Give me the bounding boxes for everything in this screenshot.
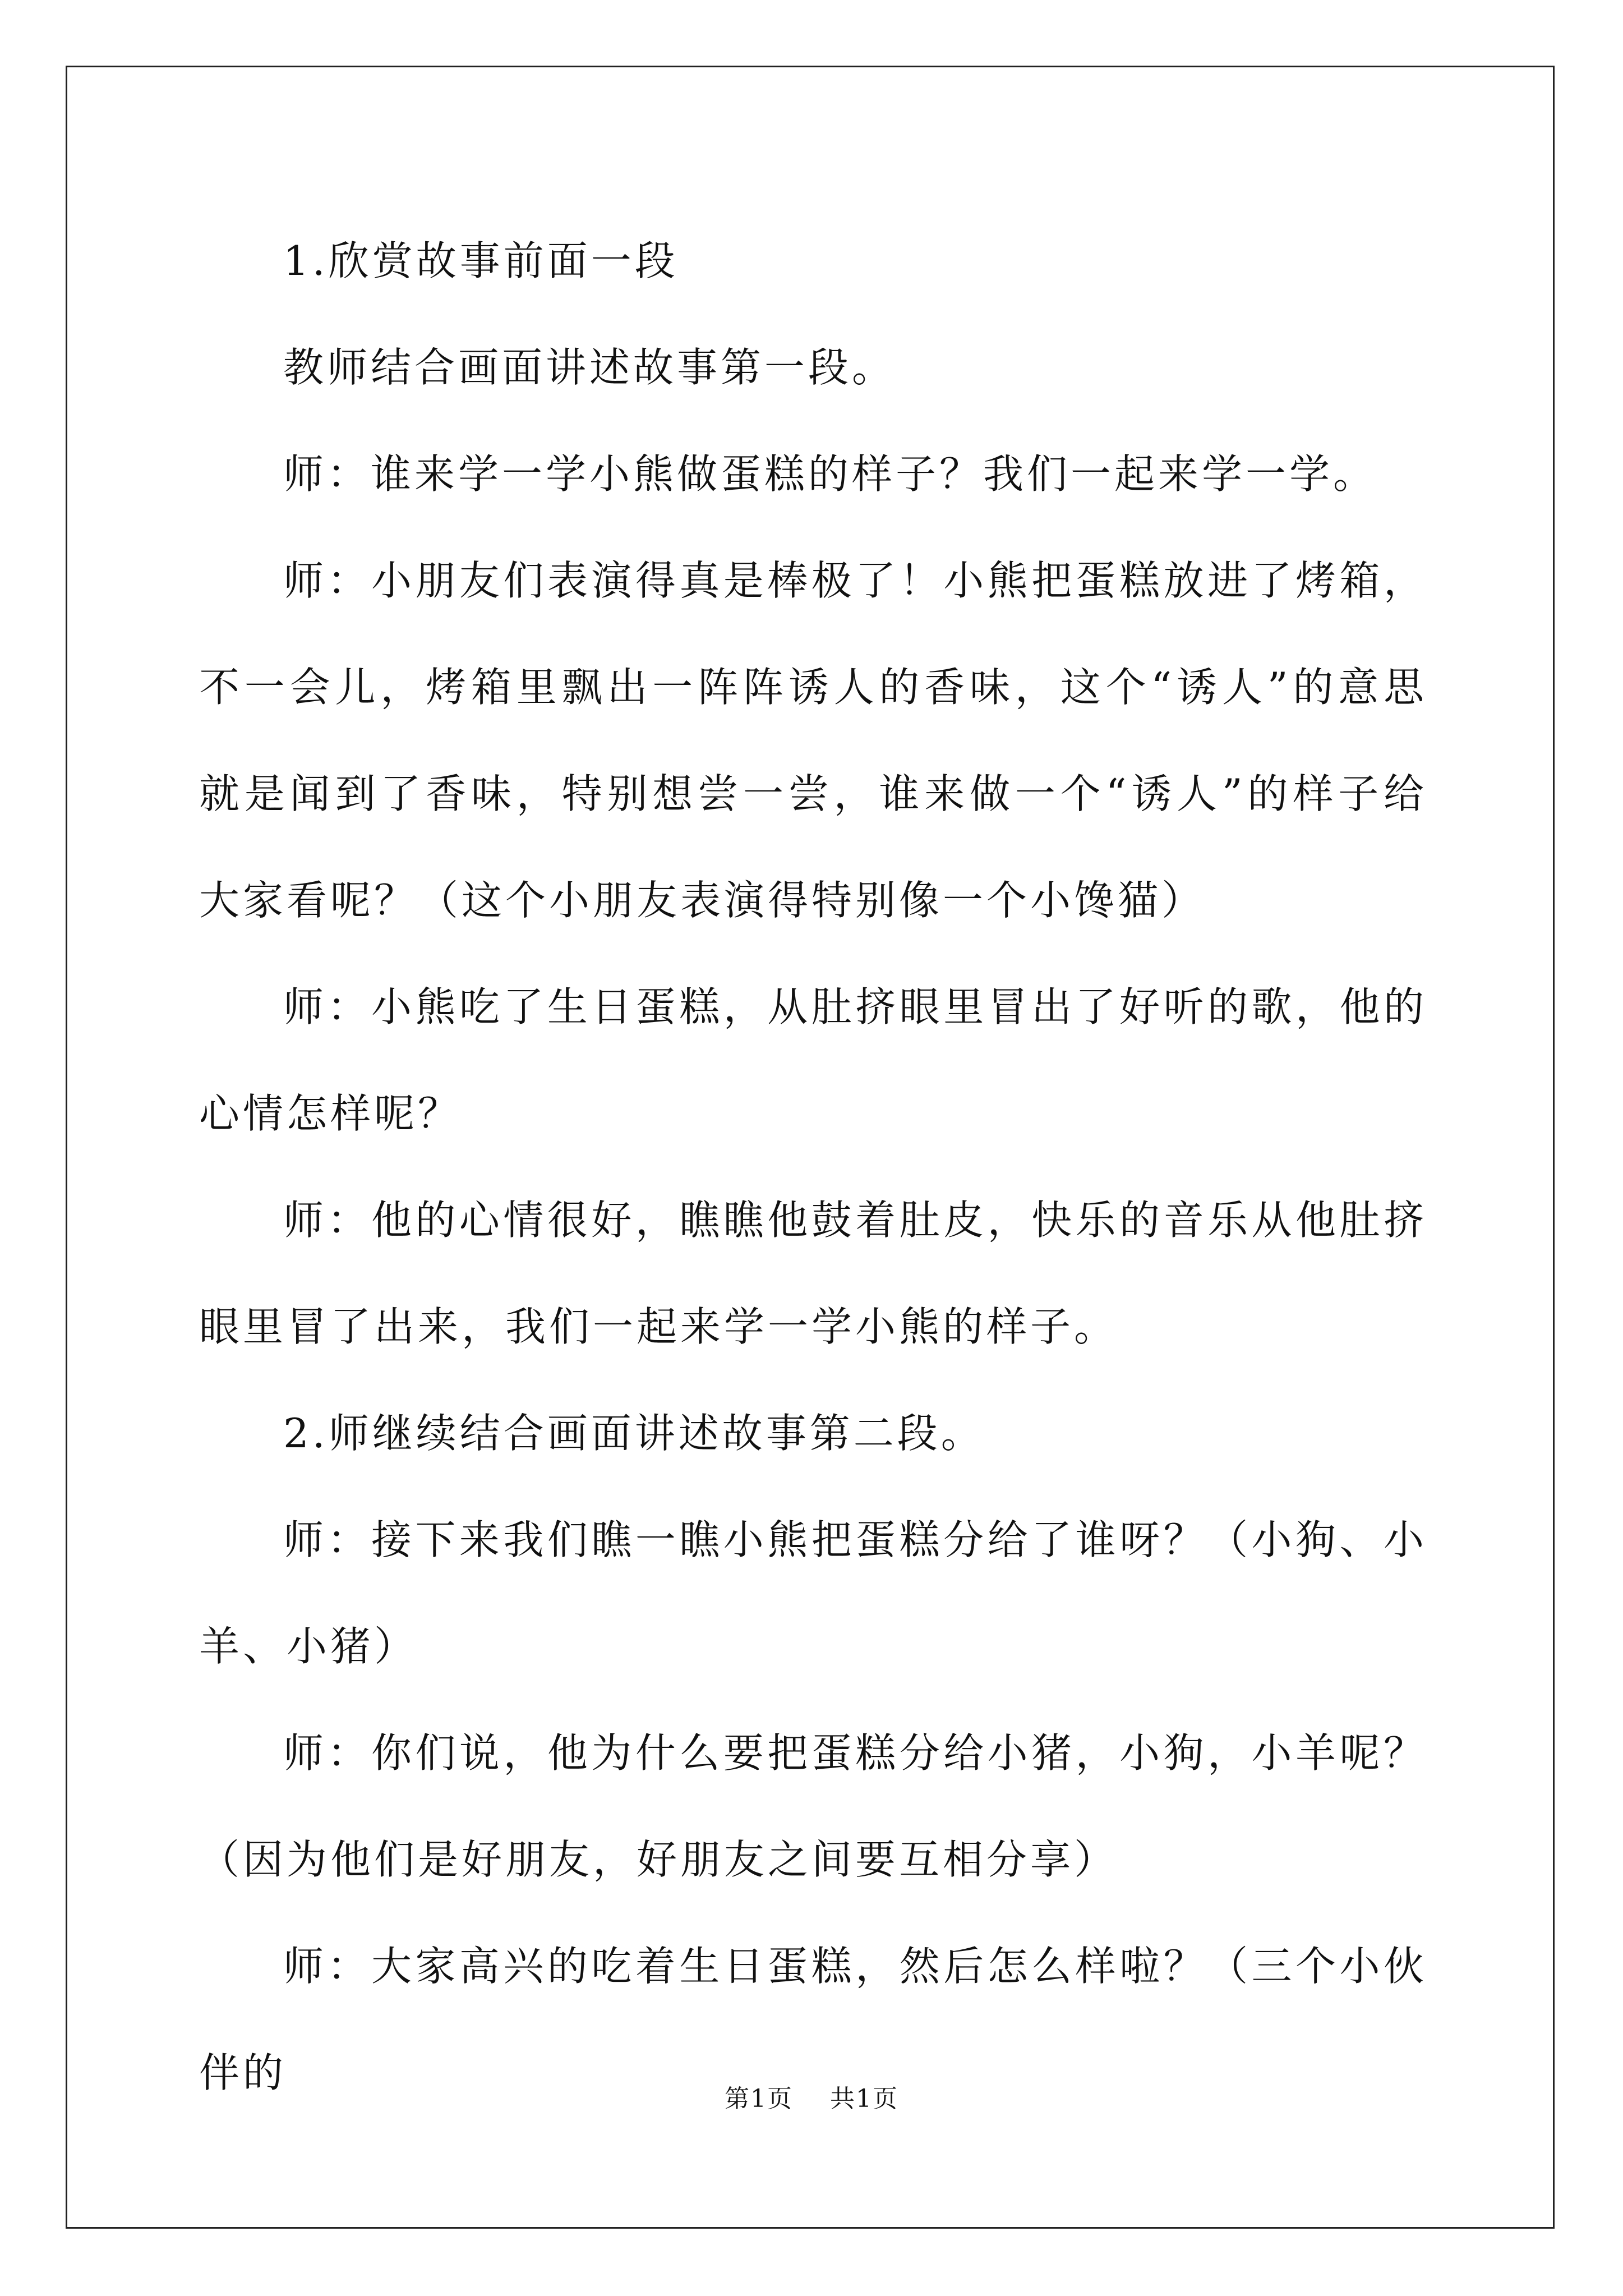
paragraph: 教师结合画面讲述故事第一段。 <box>283 344 896 391</box>
document-body <box>199 208 1427 2126</box>
paragraph: 师：他的心情很好，瞧瞧他鼓着肚皮，快乐的音乐从他肚挤眼里冒了出来，我们一起来学一学小熊的样子。 <box>199 1197 1427 1350</box>
paragraph: 师：小朋友们表演得真是棒极了！小熊把蛋糕放进了烤箱，不一会儿，烤箱里飘出一阵阵诱人的香味，这个“诱人”的意思就是闻到了香味，特别想尝一尝，谁来做一个“诱人”的样子给大家看呢？（这个小朋友表演得特别像一个小馋猫） <box>199 557 1427 924</box>
page-number-current: 第1页 <box>725 2085 793 2113</box>
page-footer <box>0 2082 1623 2116</box>
paragraph: 2.师继续结合画面讲述故事第二段。 <box>283 1410 985 1457</box>
paragraph: 师：谁来学一学小熊做蛋糕的样子？我们一起来学一学。 <box>283 450 1377 498</box>
paragraph: 师：接下来我们瞧一瞧小熊把蛋糕分给了谁呀？（小狗、小羊、小猪） <box>199 1516 1427 1670</box>
page-number-total: 共1页 <box>830 2085 898 2113</box>
paragraph: 师：小熊吃了生日蛋糕，从肚挤眼里冒出了好听的歌，他的心情怎样呢？ <box>199 983 1427 1137</box>
paragraph: 1.欣赏故事前面一段 <box>283 237 679 284</box>
paragraph: 师：大家高兴的吃着生日蛋糕，然后怎么样啦？（三个小伙伴的 <box>199 1943 1427 2096</box>
paragraph: 师：你们说，他为什么要把蛋糕分给小猪，小狗，小羊呢？（因为他们是好朋友，好朋友之间要互相分享） <box>199 1729 1427 1883</box>
